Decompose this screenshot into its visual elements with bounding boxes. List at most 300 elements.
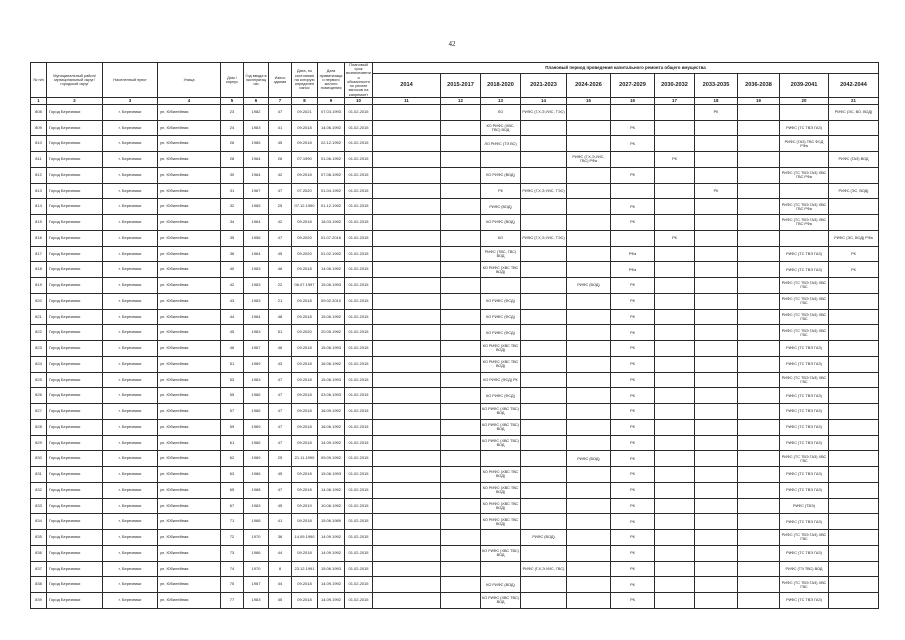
period-cell-2027-2029: РК bbox=[611, 278, 655, 294]
settlement-cell: г. Березники bbox=[103, 545, 158, 561]
period-cell-2027-2029: РК bbox=[611, 577, 655, 593]
planned-date-cell: 01.02.2015 bbox=[345, 356, 373, 372]
period-cell-2033-2035 bbox=[695, 467, 738, 483]
period-cell-2036-2038 bbox=[738, 230, 780, 246]
wear-cell: 44 bbox=[269, 577, 292, 593]
header-house: Дом / корпус bbox=[221, 63, 244, 98]
year-built-cell: 1963 bbox=[244, 325, 269, 341]
district-cell: Город Березники bbox=[47, 530, 103, 546]
period-cell-2021-2023: РИФС (ВОД) bbox=[521, 530, 567, 546]
period-cell-2024-2026: РИФС (ВОД) bbox=[567, 278, 611, 294]
period-cell-2030-2032 bbox=[655, 498, 695, 514]
year-built-cell: 1963 bbox=[244, 262, 269, 278]
wear-date-cell: 07.2020 bbox=[292, 183, 318, 199]
period-cell-2042-2044 bbox=[829, 467, 879, 483]
period-cell-2021-2023 bbox=[521, 419, 567, 435]
period-cell-2042-2044: РИФС (ЭС, ВО, ВОД) bbox=[829, 104, 879, 120]
street-cell: ул. Юбилейная bbox=[158, 278, 221, 294]
period-cell-2036-2038 bbox=[738, 435, 780, 451]
column-number-cell: 3 bbox=[103, 97, 158, 104]
period-cell-2021-2023 bbox=[521, 356, 567, 372]
period-cell-2033-2035 bbox=[695, 167, 738, 183]
period-cell-2033-2035 bbox=[695, 199, 738, 215]
period-cell-2027-2029: РК bbox=[611, 435, 655, 451]
period-cell-2033-2035 bbox=[695, 309, 738, 325]
table-row bbox=[31, 120, 879, 136]
period-cell-2036-2038 bbox=[738, 167, 780, 183]
district-cell: Город Березники bbox=[47, 561, 103, 577]
house-cell: 34 bbox=[221, 215, 244, 231]
period-cell-2024-2026 bbox=[567, 215, 611, 231]
street-cell: ул. Юбилейная bbox=[158, 356, 221, 372]
house-cell: 42 bbox=[221, 278, 244, 294]
period-cell-2030-2032 bbox=[655, 482, 695, 498]
period-cell-2015-2017 bbox=[441, 136, 481, 152]
period-cell-2021-2023 bbox=[521, 293, 567, 309]
settlement-cell: г. Березники bbox=[103, 530, 158, 546]
period-cell-2036-2038 bbox=[738, 309, 780, 325]
wear-date-cell: 09.2018 bbox=[292, 435, 318, 451]
period-cell-2042-2044 bbox=[829, 435, 879, 451]
period-cell-2033-2035: РК bbox=[695, 183, 738, 199]
settlement-cell: г. Березники bbox=[103, 482, 158, 498]
planned-date-cell: 01.02.2015 bbox=[345, 530, 373, 546]
period-cell-2024-2026 bbox=[567, 482, 611, 498]
period-cell-2042-2044 bbox=[829, 167, 879, 183]
period-cell-2014 bbox=[373, 482, 441, 498]
period-cell-2024-2026 bbox=[567, 388, 611, 404]
house-cell: 65 bbox=[221, 482, 244, 498]
district-cell: Город Березники bbox=[47, 593, 103, 609]
privatization-date-cell: 22.12.1992 bbox=[318, 136, 345, 152]
period-cell-2024-2026 bbox=[567, 262, 611, 278]
wear-date-cell: 09.2018 bbox=[292, 167, 318, 183]
district-cell: Город Березники bbox=[47, 514, 103, 530]
period-cell-2042-2044 bbox=[829, 498, 879, 514]
year-built-cell: 1966 bbox=[244, 435, 269, 451]
house-cell: 28 bbox=[221, 152, 244, 168]
period-cell-2039-2041: РИФС (ТС ТВЭ ГАЗ) bbox=[780, 467, 829, 483]
year-built-cell: 1965 bbox=[244, 199, 269, 215]
period-cell-2033-2035 bbox=[695, 514, 738, 530]
wear-date-cell: 09.2018 bbox=[292, 293, 318, 309]
period-cell-2021-2023 bbox=[521, 545, 567, 561]
period-cell-2042-2044 bbox=[829, 309, 879, 325]
district-cell: Город Березники bbox=[47, 136, 103, 152]
header-num: № п/п bbox=[31, 63, 47, 98]
planned-date-cell: 01.02.2015 bbox=[345, 577, 373, 593]
period-cell-2015-2017 bbox=[441, 388, 481, 404]
header-street: Улица bbox=[158, 63, 221, 98]
period-cell-2015-2017 bbox=[441, 278, 481, 294]
period-cell-2030-2032 bbox=[655, 309, 695, 325]
column-number-cell: 2 bbox=[47, 97, 103, 104]
wear-cell: 46 bbox=[269, 341, 292, 357]
table-row bbox=[31, 404, 879, 420]
period-cell-2039-2041: РИФС (ТС ТВЭ ГАЗ) bbox=[780, 419, 829, 435]
period-cell-2030-2032 bbox=[655, 372, 695, 388]
column-number-cell: 19 bbox=[738, 97, 780, 104]
period-cell-2014 bbox=[373, 246, 441, 262]
wear-date-cell: 09.2020 bbox=[292, 246, 318, 262]
wear-date-cell: 07.12.1990 bbox=[292, 199, 318, 215]
period-cell-2042-2044 bbox=[829, 593, 879, 609]
header-wear-date: Дата, по состоянию на которую определен износ bbox=[292, 63, 318, 98]
row-number-cell: 836 bbox=[31, 545, 47, 561]
period-cell-2033-2035 bbox=[695, 293, 738, 309]
period-cell-2039-2041: РИФС (ТЭ ТВС) ВОД bbox=[780, 561, 829, 577]
house-cell: 46 bbox=[221, 341, 244, 357]
period-cell-2033-2035 bbox=[695, 435, 738, 451]
house-cell: 59 bbox=[221, 419, 244, 435]
period-cell-2015-2017 bbox=[441, 309, 481, 325]
wear-cell: 44 bbox=[269, 545, 292, 561]
period-cell-2033-2035 bbox=[695, 404, 738, 420]
period-cell-2014 bbox=[373, 183, 441, 199]
street-cell: ул. Юбилейная bbox=[158, 419, 221, 435]
district-cell: Город Березники bbox=[47, 325, 103, 341]
column-number-cell: 13 bbox=[481, 97, 521, 104]
period-cell-2042-2044: РК bbox=[829, 246, 879, 262]
period-cell-2039-2041: РИФС (ТС ТВЭ ГАЗ) ХВС ГВС bbox=[780, 278, 829, 294]
period-cell-2024-2026 bbox=[567, 514, 611, 530]
year-built-cell: 1970 bbox=[244, 530, 269, 546]
house-cell: 62 bbox=[221, 451, 244, 467]
planned-date-cell: 01.02.2015 bbox=[345, 246, 373, 262]
year-built-cell: 1982 bbox=[244, 104, 269, 120]
period-cell-2015-2017 bbox=[441, 183, 481, 199]
column-number-cell: 17 bbox=[655, 97, 695, 104]
district-cell: Город Березники bbox=[47, 152, 103, 168]
period-cell-2036-2038 bbox=[738, 388, 780, 404]
period-cell-2018-2020: КО РИФС (ВОД) bbox=[481, 167, 521, 183]
planned-date-cell: 01.02.2015 bbox=[345, 136, 373, 152]
privatization-date-cell: 14.09.1992 bbox=[318, 545, 345, 561]
header-planned-date: Плановый срок возникновения обязанности по уплате взносов на капремонт bbox=[346, 62, 371, 97]
period-cell-2027-2029: РК bbox=[611, 561, 655, 577]
period-cell-2027-2029 bbox=[611, 152, 655, 168]
period-cell-2024-2026 bbox=[567, 435, 611, 451]
period-cell-2039-2041: РИФС (ГАЗ) ТВС ФСД РФа bbox=[780, 136, 829, 152]
privatization-date-cell: 01.12.1992 bbox=[318, 199, 345, 215]
privatization-date-cell: 14.09.1992 bbox=[318, 435, 345, 451]
period-cell-2030-2032 bbox=[655, 104, 695, 120]
wear-cell: 47 bbox=[269, 482, 292, 498]
period-header-2015-2017: 2015-2017 bbox=[441, 74, 481, 98]
column-number-cell: 9 bbox=[318, 97, 345, 104]
year-built-cell: 1966 bbox=[244, 467, 269, 483]
house-cell: 77 bbox=[221, 593, 244, 609]
period-cell-2030-2032 bbox=[655, 419, 695, 435]
period-cell-2036-2038 bbox=[738, 325, 780, 341]
street-cell: ул. Юбилейная bbox=[158, 372, 221, 388]
district-cell: Город Березники bbox=[47, 498, 103, 514]
period-cell-2039-2041: РИФС (ТС ТВЭ ГАЗ) bbox=[780, 545, 829, 561]
year-built-cell: 1967 bbox=[244, 341, 269, 357]
table-row bbox=[31, 498, 879, 514]
street-cell: ул. Юбилейная bbox=[158, 498, 221, 514]
period-cell-2030-2032 bbox=[655, 215, 695, 231]
year-built-cell: 1963 bbox=[244, 278, 269, 294]
year-built-cell: 1964 bbox=[244, 167, 269, 183]
period-cell-2033-2035 bbox=[695, 262, 738, 278]
wear-cell: 45 bbox=[269, 593, 292, 609]
planned-date-cell: 01.02.2015 bbox=[345, 199, 373, 215]
wear-date-cell: 09.2021 bbox=[292, 104, 318, 120]
column-number-cell: 11 bbox=[373, 97, 441, 104]
year-built-cell: 1963 bbox=[244, 372, 269, 388]
period-cell-2033-2035 bbox=[695, 482, 738, 498]
period-cell-2024-2026 bbox=[567, 404, 611, 420]
column-number-cell: 5 bbox=[221, 97, 244, 104]
period-cell-2015-2017 bbox=[441, 435, 481, 451]
period-cell-2024-2026: РИФС (Г,Х,Э,УИС, ГВС) РФа bbox=[567, 152, 611, 168]
settlement-cell: г. Березники bbox=[103, 561, 158, 577]
period-cell-2018-2020: КО РИФС (ФСД) bbox=[481, 309, 521, 325]
district-cell: Город Березники bbox=[47, 293, 103, 309]
wear-cell: 8 bbox=[269, 561, 292, 577]
privatization-date-cell: 15.06.1989 bbox=[318, 514, 345, 530]
privatization-date-cell: 20.05.1992 bbox=[318, 325, 345, 341]
period-cell-2036-2038 bbox=[738, 482, 780, 498]
period-cell-2024-2026 bbox=[567, 593, 611, 609]
wear-date-cell: 21.11.1990 bbox=[292, 451, 318, 467]
period-cell-2042-2044: РИФС (ЭС, ВОД) РФа bbox=[829, 230, 879, 246]
privatization-date-cell: 14.06.1992 bbox=[318, 120, 345, 136]
period-header-2018-2020: 2018-2020 bbox=[481, 74, 521, 98]
table-row bbox=[31, 435, 879, 451]
privatization-date-cell: 15.06.1993 bbox=[318, 467, 345, 483]
wear-cell: 47 bbox=[269, 388, 292, 404]
settlement-cell: г. Березники bbox=[103, 498, 158, 514]
period-cell-2018-2020: КО РИФС (ХВС ТВС ВОД) bbox=[481, 467, 521, 483]
period-cell-2033-2035: РК bbox=[695, 104, 738, 120]
house-cell: 44 bbox=[221, 309, 244, 325]
period-cell-2042-2044 bbox=[829, 545, 879, 561]
period-cell-2024-2026 bbox=[567, 467, 611, 483]
period-cell-2033-2035 bbox=[695, 278, 738, 294]
period-cell-2027-2029: РК bbox=[611, 309, 655, 325]
wear-cell: 26 bbox=[269, 152, 292, 168]
wear-cell: 42 bbox=[269, 167, 292, 183]
row-number-cell: 814 bbox=[31, 199, 47, 215]
house-cell: 51 bbox=[221, 356, 244, 372]
period-cell-2036-2038 bbox=[738, 404, 780, 420]
period-cell-2042-2044 bbox=[829, 419, 879, 435]
period-cell-2018-2020: КО РИФС (ФСД) РК bbox=[481, 372, 521, 388]
row-number-cell: 818 bbox=[31, 262, 47, 278]
settlement-cell: г. Березники bbox=[103, 120, 158, 136]
period-cell-2036-2038 bbox=[738, 199, 780, 215]
period-cell-2015-2017 bbox=[441, 498, 481, 514]
district-cell: Город Березники bbox=[47, 388, 103, 404]
row-number-cell: 834 bbox=[31, 514, 47, 530]
period-cell-2021-2023 bbox=[521, 435, 567, 451]
period-cell-2014 bbox=[373, 577, 441, 593]
wear-cell: 47 bbox=[269, 230, 292, 246]
wear-cell: 47 bbox=[269, 419, 292, 435]
row-number-cell: 819 bbox=[31, 278, 47, 294]
street-cell: ул. Юбилейная bbox=[158, 593, 221, 609]
period-cell-2042-2044 bbox=[829, 199, 879, 215]
wear-date-cell: 09.2018 bbox=[292, 467, 318, 483]
year-built-cell: 1967 bbox=[244, 577, 269, 593]
period-cell-2018-2020: КО РИФС (ХВС ТВС ВОД) bbox=[481, 514, 521, 530]
house-cell: 45 bbox=[221, 325, 244, 341]
settlement-cell: г. Березники bbox=[103, 514, 158, 530]
period-cell-2014 bbox=[373, 341, 441, 357]
street-cell: ул. Юбилейная bbox=[158, 435, 221, 451]
settlement-cell: г. Березники bbox=[103, 246, 158, 262]
period-cell-2042-2044 bbox=[829, 514, 879, 530]
period-cell-2024-2026 bbox=[567, 372, 611, 388]
period-cell-2018-2020: КО РИФС (ФСД) bbox=[481, 388, 521, 404]
planned-date-cell: 01.02.2015 bbox=[345, 325, 373, 341]
table-row bbox=[31, 246, 879, 262]
period-cell-2015-2017 bbox=[441, 246, 481, 262]
planned-date-cell: 01.02.2015 bbox=[345, 262, 373, 278]
column-number-cell: 14 bbox=[521, 97, 567, 104]
wear-date-cell: 09.2018 bbox=[292, 341, 318, 357]
period-cell-2036-2038 bbox=[738, 593, 780, 609]
period-cell-2024-2026 bbox=[567, 199, 611, 215]
year-built-cell: 1964 bbox=[244, 246, 269, 262]
district-cell: Город Березники bbox=[47, 167, 103, 183]
wear-cell: 47 bbox=[269, 435, 292, 451]
wear-date-cell: 09.2020 bbox=[292, 325, 318, 341]
period-cell-2030-2032 bbox=[655, 167, 695, 183]
house-cell: 32 bbox=[221, 199, 244, 215]
period-cell-2036-2038 bbox=[738, 514, 780, 530]
period-cell-2039-2041: РИФС (ТС ТВЭ ГАЗ) bbox=[780, 120, 829, 136]
settlement-cell: г. Березники bbox=[103, 451, 158, 467]
street-cell: ул. Юбилейная bbox=[158, 199, 221, 215]
table-row bbox=[31, 530, 879, 546]
period-cell-2021-2023 bbox=[521, 215, 567, 231]
settlement-cell: г. Березники bbox=[103, 215, 158, 231]
period-cell-2027-2029: РК bbox=[611, 120, 655, 136]
period-cell-2015-2017 bbox=[441, 514, 481, 530]
period-cell-2024-2026 bbox=[567, 419, 611, 435]
house-cell: 74 bbox=[221, 561, 244, 577]
planned-date-cell: 01.02.2015 bbox=[345, 388, 373, 404]
column-number-cell: 6 bbox=[244, 97, 269, 104]
period-cell-2014 bbox=[373, 514, 441, 530]
table-row bbox=[31, 467, 879, 483]
year-built-cell: 1967 bbox=[244, 183, 269, 199]
wear-date-cell: 09.2018 bbox=[292, 262, 318, 278]
house-cell: 71 bbox=[221, 514, 244, 530]
wear-date-cell: 09.2018 bbox=[292, 419, 318, 435]
period-cell-2018-2020 bbox=[481, 561, 521, 577]
period-cell-2024-2026: РИФС (ВОД) bbox=[567, 451, 611, 467]
planned-date-cell: 01.02.2015 bbox=[345, 498, 373, 514]
district-cell: Город Березники bbox=[47, 104, 103, 120]
period-cell-2036-2038 bbox=[738, 545, 780, 561]
period-cell-2027-2029: РК bbox=[611, 341, 655, 357]
table-row bbox=[31, 199, 879, 215]
period-cell-2024-2026 bbox=[567, 309, 611, 325]
period-cell-2021-2023 bbox=[521, 514, 567, 530]
period-cell-2021-2023 bbox=[521, 325, 567, 341]
row-number-cell: 835 bbox=[31, 530, 47, 546]
period-cell-2033-2035 bbox=[695, 372, 738, 388]
period-cell-2021-2023: РИФС (Г,Х,Э,УИС, ТЭС) bbox=[521, 104, 567, 120]
period-cell-2024-2026 bbox=[567, 120, 611, 136]
column-number-cell: 10 bbox=[345, 97, 373, 104]
period-cell-2021-2023: РИФС (Г,Х,Э,УИС, ГВС) bbox=[521, 561, 567, 577]
period-cell-2036-2038 bbox=[738, 467, 780, 483]
period-cell-2015-2017 bbox=[441, 404, 481, 420]
period-cell-2018-2020: КО РИФС (ФСД) bbox=[481, 325, 521, 341]
period-cell-2039-2041: РИФС (ТС ТВЭ ГАЗ) bbox=[780, 593, 829, 609]
privatization-date-cell: 14.09.1992 bbox=[318, 530, 345, 546]
period-cell-2030-2032: РК bbox=[655, 230, 695, 246]
planned-date-cell: 01.02.2015 bbox=[345, 293, 373, 309]
street-cell: ул. Юбилейная bbox=[158, 120, 221, 136]
period-cell-2036-2038 bbox=[738, 372, 780, 388]
privatization-date-cell: 15.06.1993 bbox=[318, 561, 345, 577]
period-header-2014: 2014 bbox=[373, 74, 441, 98]
privatization-date-cell: 01.07.2016 bbox=[318, 230, 345, 246]
period-cell-2024-2026 bbox=[567, 530, 611, 546]
period-cell-2030-2032 bbox=[655, 451, 695, 467]
period-cell-2021-2023 bbox=[521, 120, 567, 136]
period-cell-2030-2032 bbox=[655, 293, 695, 309]
wear-date-cell: 06.07.1997 bbox=[292, 278, 318, 294]
privatization-date-cell: 15.06.1993 bbox=[318, 341, 345, 357]
wear-cell: 36 bbox=[269, 530, 292, 546]
row-number-cell: 832 bbox=[31, 482, 47, 498]
period-cell-2027-2029: РК bbox=[611, 293, 655, 309]
year-built-cell: 1969 bbox=[244, 356, 269, 372]
district-cell: Город Березники bbox=[47, 482, 103, 498]
period-header-2039-2041: 2039-2041 bbox=[780, 74, 829, 98]
period-cell-2036-2038 bbox=[738, 246, 780, 262]
period-cell-2039-2041: РИФС (ТС ТВЭ ГАЗ) bbox=[780, 246, 829, 262]
period-cell-2018-2020: КО РИФС (ФСД) bbox=[481, 293, 521, 309]
period-cell-2027-2029: РК bbox=[611, 199, 655, 215]
settlement-cell: г. Березники bbox=[103, 293, 158, 309]
period-cell-2033-2035 bbox=[695, 530, 738, 546]
period-cell-2036-2038 bbox=[738, 341, 780, 357]
period-cell-2014 bbox=[373, 136, 441, 152]
period-cell-2014 bbox=[373, 419, 441, 435]
period-header-2042-2044: 2042-2044 bbox=[829, 74, 879, 98]
period-cell-2039-2041 bbox=[780, 104, 829, 120]
period-cell-2027-2029 bbox=[611, 104, 655, 120]
period-cell-2033-2035 bbox=[695, 120, 738, 136]
period-cell-2036-2038 bbox=[738, 215, 780, 231]
page-number: 42 bbox=[448, 40, 456, 48]
period-cell-2042-2044 bbox=[829, 341, 879, 357]
privatization-date-cell: 15.06.1993 bbox=[318, 278, 345, 294]
period-cell-2033-2035 bbox=[695, 230, 738, 246]
period-cell-2039-2041 bbox=[780, 183, 829, 199]
period-cell-2018-2020: КО РИФС (ХВС ТВС ВОД) bbox=[481, 482, 521, 498]
settlement-cell: г. Березники bbox=[103, 278, 158, 294]
year-built-cell: 1968 bbox=[244, 482, 269, 498]
period-cell-2036-2038 bbox=[738, 577, 780, 593]
period-cell-2014 bbox=[373, 467, 441, 483]
period-cell-2033-2035 bbox=[695, 561, 738, 577]
period-cell-2015-2017 bbox=[441, 372, 481, 388]
planned-date-cell: 01.02.2015 bbox=[345, 467, 373, 483]
period-cell-2018-2020: КО РИФС (ВОД) bbox=[481, 215, 521, 231]
period-cell-2033-2035 bbox=[695, 152, 738, 168]
header-district: Муниципальный район/муниципальный округ/городской округ bbox=[47, 63, 103, 98]
period-cell-2030-2032 bbox=[655, 278, 695, 294]
